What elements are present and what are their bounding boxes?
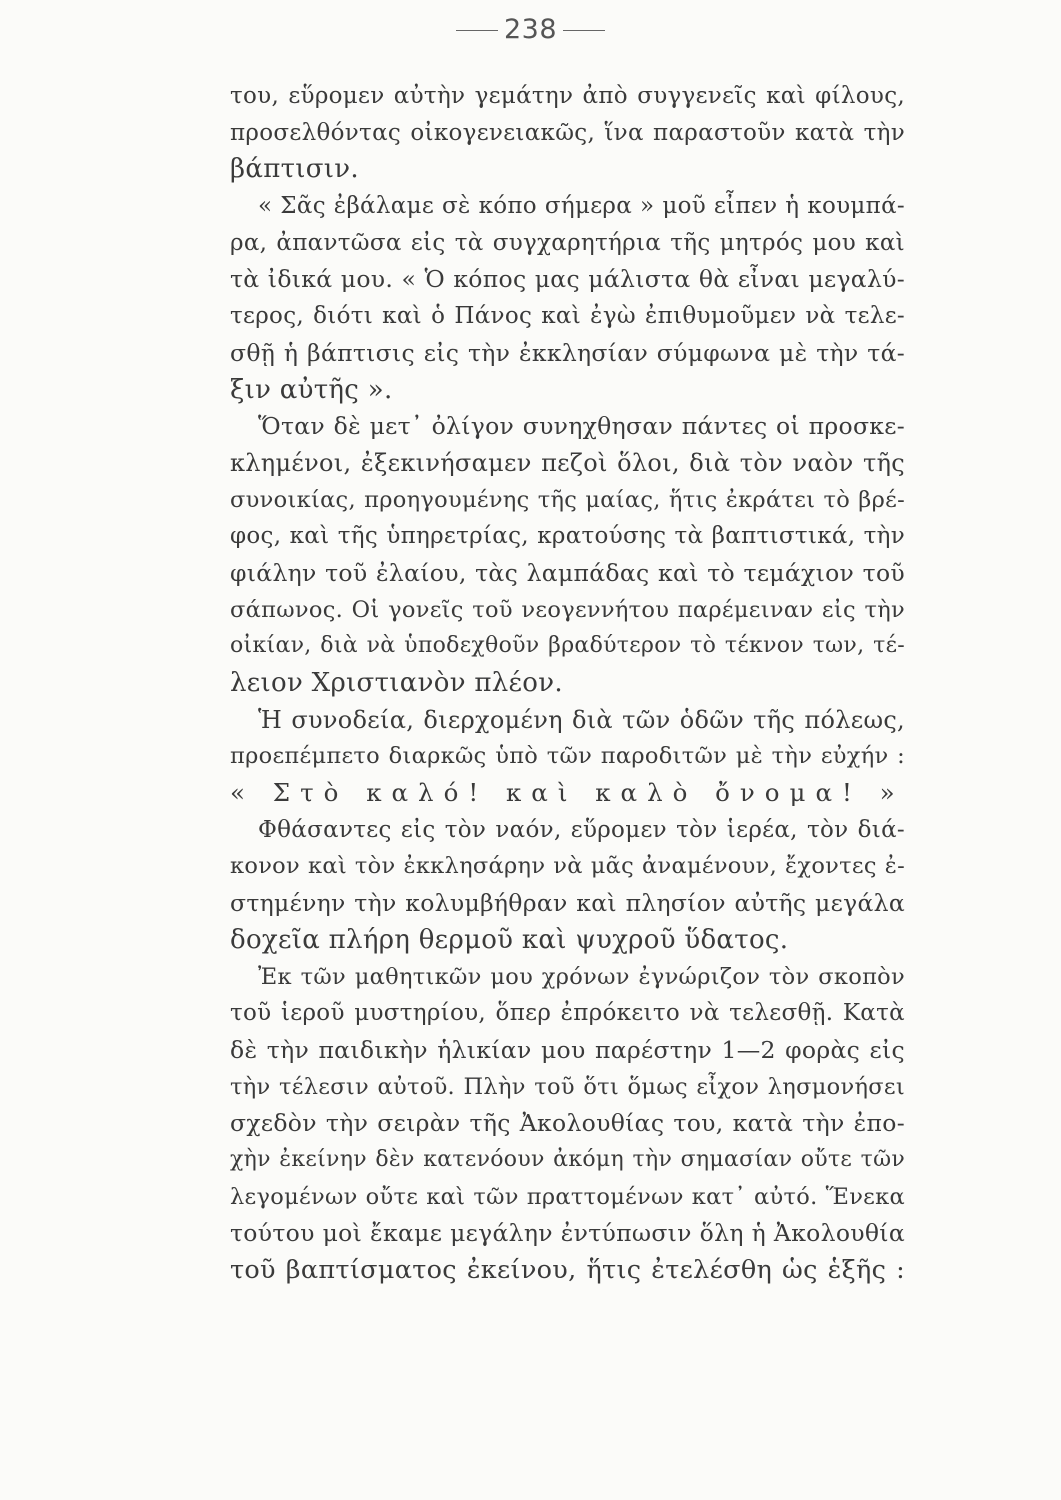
text-line: σχεδὸν τὴν σειρὰν τῆς Ἀκολουθίας του, κατὰ τὴν ἐπο- [230, 1109, 905, 1138]
text-line: τὰ ἰδικά μου. « Ὁ κόπος μας μάλιστα θὰ εἶναι μεγαλύ- [230, 265, 905, 294]
body-text [230, 78, 905, 1289]
text-line: προεπέμπετο διαρκῶς ὑπὸ τῶν παροδιτῶν μὲ τὴν εὐχήν : [230, 743, 905, 770]
text-line: στημένην τὴν κολυμβήθραν καὶ πλησίον αὐτῆς μεγάλα [230, 889, 905, 918]
page-number [0, 14, 1061, 45]
text-line: τὴν τέλεσιν αὐτοῦ. Πλὴν τοῦ ὅτι ὅμως εἶχον λησμονήσει [230, 1073, 905, 1100]
text-line: σάπωνος. Οἱ γονεῖς τοῦ νεογεννήτου παρέμειναν εἰς τὴν [230, 596, 905, 623]
text-line: « Στὸ καλό! καὶ καλὸ ὄνομα! » [230, 778, 905, 808]
text-line: τερος, διότι καὶ ὁ Πάνος καὶ ἐγὼ ἐπιθυμοῦμεν νὰ τελε- [230, 303, 905, 330]
text-line: Φθάσαντες εἰς τὸν ναόν, εὕρομεν τὸν ἱερέα, τὸν διά- [258, 816, 905, 843]
text-line: προσελθόντας οἰκογενειακῶς, ἵνα παραστοῦν κατὰ τὴν [230, 119, 905, 146]
text-line: φος, καὶ τῆς ὑπηρετρίας, κρατούσης τὰ βαπτιστικά, τὴν [230, 523, 905, 550]
text-line: δοχεῖα πλήρη θερμοῦ καὶ ψυχροῦ ὕδατος. [230, 924, 789, 955]
text-line: σθῇ ἡ βάπτισις εἰς τὴν ἐκκλησίαν σύμφωνα μὲ τὴν τά- [230, 338, 905, 367]
text-line: Ἡ συνοδεία, διερχομένη διὰ τῶν ὁδῶν τῆς πόλεως, [258, 705, 905, 734]
page-number-dash-left [456, 30, 498, 31]
page-number-dash-right [563, 30, 605, 31]
text-line: συνοικίας, προηγουμένης τῆς μαίας, ἥτις ἐκράτει τὸ βρέ- [230, 486, 905, 513]
text-line: κονον καὶ τὸν ἐκκλησάρην νὰ μᾶς ἀναμένουν, ἔχοντες ἐ- [230, 853, 905, 880]
text-line: βάπτισιν. [230, 154, 359, 185]
text-line: λειον Χριστιανὸν πλέον. [230, 668, 563, 698]
text-line: Ἐκ τῶν μαθητικῶν μου χρόνων ἐγνώριζον τὸν σκοπὸν [258, 963, 905, 990]
text-line: τοῦ ἱεροῦ μυστηρίου, ὅπερ ἐπρόκειτο νὰ τελεσθῇ. Κατὰ [230, 1000, 905, 1027]
text-line: οἰκίαν, διὰ νὰ ὑποδεχθοῦν βραδύτερον τὸ τέκνον των, τέ- [230, 633, 905, 659]
text-line: ρα, ἀπαντῶσα εἰς τὰ συγχαρητήρια τῆς μητρός μου καὶ [230, 229, 905, 256]
text-line: Ὅταν δὲ μετ᾽ ὀλίγον συνηχθησαν πάντες οἱ προσκε- [258, 412, 905, 441]
text-line: χὴν ἐκείνην δὲν κατενόουν ἀκόμη τὴν σημασίαν οὔτε τῶν [230, 1146, 905, 1172]
text-line: δὲ τὴν παιδικὴν ἡλικίαν μου παρέστην 1—2 φορὰς εἰς [230, 1035, 905, 1064]
text-line: φιάλην τοῦ ἐλαίου, τὰς λαμπάδας καὶ τὸ τεμάχιον τοῦ [230, 558, 905, 587]
text-line: τούτου μοὶ ἔκαμε μεγάλην ἐντύπωσιν ὅλη ἡ Ἀκολουθία [230, 1219, 905, 1248]
text-line: κλημένοι, ἐξεκινήσαμεν πεζοὶ ὅλοι, διὰ τὸν ναὸν τῆς [230, 448, 905, 477]
text-line: « Σᾶς ἐβάλαμε σὲ κόπο σήμερα » μοῦ εἶπεν ἡ κουμπά- [258, 193, 905, 220]
text-line: τοῦ βαπτίσματος ἐκείνου, ἥτις ἐτελέσθη ὡς ἑξῆς : [230, 1255, 905, 1285]
text-line: του, εὕρομεν αὐτὴν γεμάτην ἀπὸ συγγενεῖς καὶ φίλους, [230, 83, 905, 109]
text-line: ξιν αὐτῆς ». [230, 374, 393, 405]
text-line: λεγομένων οὔτε καὶ τῶν πραττομένων κατ᾽ αὐτό. Ἕνεκα [230, 1183, 905, 1210]
page-number-text: 238 [503, 14, 558, 45]
